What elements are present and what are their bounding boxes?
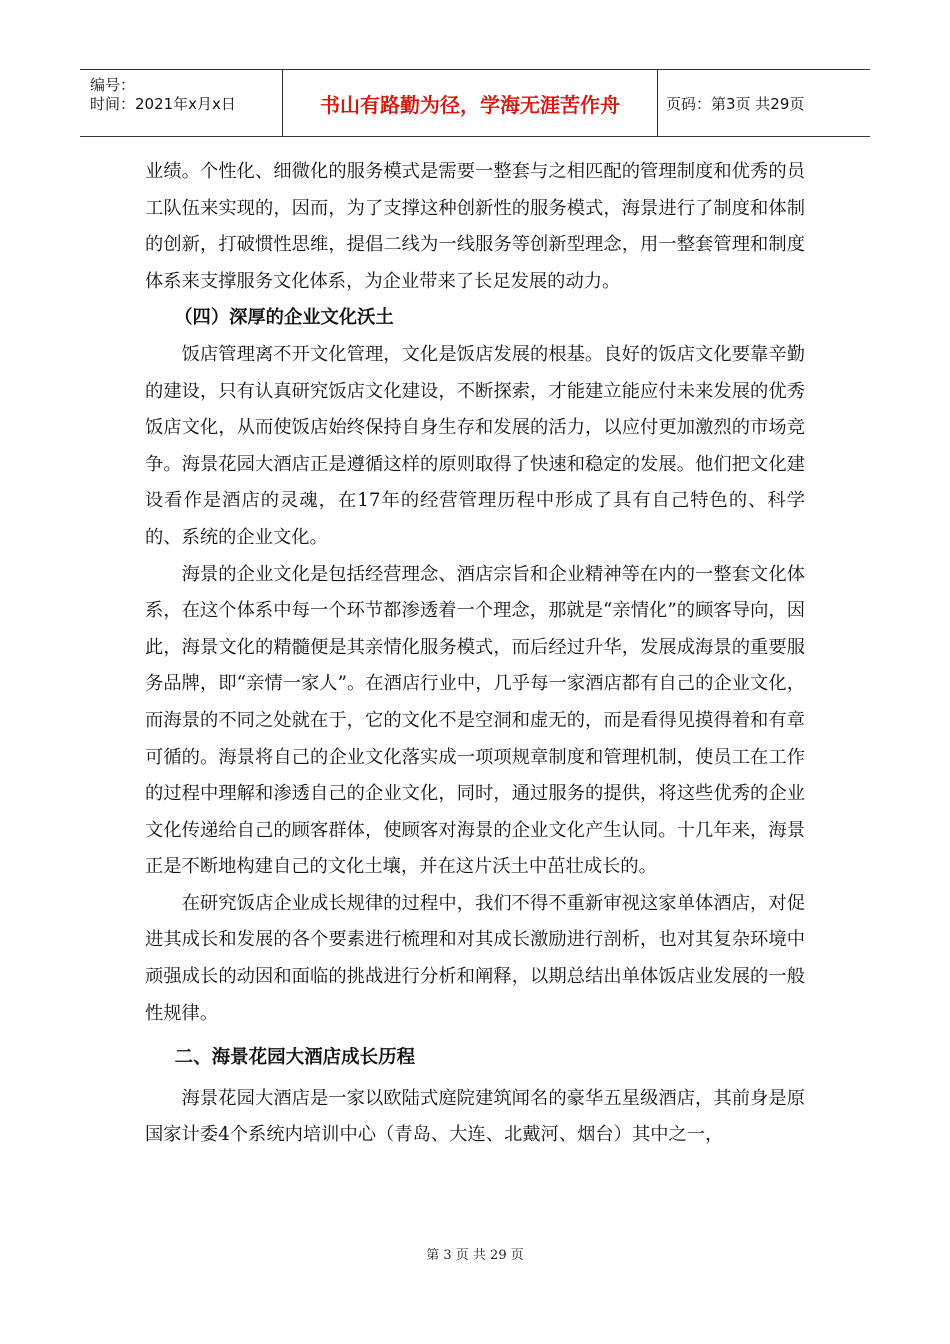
page-footer: 第 3 页 共 29 页 [426,1248,524,1263]
paragraph: 在研究饭店企业成长规律的过程中，我们不得不重新审视这家单体酒店，对促进其成长和发展的各个要素进行梳理和对其成长激励进行剖析，也对其复杂环境中顽强成长的动因和面临的挑战进行分析和阐释，以期总结出单体饭店业发展的一般性规律。 [145,892,805,1024]
header-meta-cell [80,70,283,136]
number-label: 编号： [90,76,136,94]
section-heading: 二、海景花园大酒店成长历程 [174,1047,416,1069]
paragraph: 饭店管理离不开文化管理，文化是饭店发展的根基。良好的饭店文化要靠辛勤的建设，只有认真研究饭店文化建设，不断探索，才能建立能应付未来发展的优秀饭店文化，从而使饭店始终保持自身生存和发展的活力，以应付更加激烈的市场竞争。海景花园大酒店正是遵循这样的原则取得了快速和稳定的发展。他们把文化建设看作是酒店的灵魂，在17年的经营管理历程中形成了具有自己特色的、科学的、系统的企业文化。 [145,343,805,548]
time-label: 时间：2021年x月x日 [90,95,236,113]
header-page-code: 页码：第3页 共29页 [666,94,805,113]
paragraph: 海景花园大酒店是一家以欧陆式庭院建筑闻名的豪华五星级酒店，其前身是原国家计委4个系统内培训中心（青岛、大连、北戴河、烟台）其中之一， [145,1087,805,1146]
document-body [145,154,805,1154]
paragraph: 海景的企业文化是包括经营理念、酒店宗旨和企业精神等在内的一整套文化体系，在这个体系中每一个环节都渗透着一个理念，那就是“亲情化”的顾客导向，因此，海景文化的精髓便是其亲情化服务模式，而后经过升华，发展成海景的重要服务品牌，即“亲情一家人”。在酒店行业中，几乎每一家酒店都有自己的企业文化，而海景的不同之处就在于，它的文化不是空洞和虚无的，而是看得见摸得着和有章可循的。海景将自己的企业文化落实成一项项规章制度和管理机制，使员工在工作的过程中理解和渗透自己的企业文化，同时，通过服务的提供，将这些优秀的企业文化传递给自己的顾客群体，使顾客对海景的企业文化产生认同。十几年来，海景正是不断地构建自己的文化土壤，并在这片沃土中茁壮成长的。 [145,563,805,878]
document-header [80,69,870,137]
header-slogan: 书山有路勤为径，学海无涯苦作舟 [283,70,658,136]
paragraph: 业绩。个性化、细微化的服务模式是需要一整套与之相匹配的管理制度和优秀的员工队伍来实现的，因而，为了支撑这种创新性的服务模式，海景进行了制度和体制的创新，打破惯性思维，提倡二线为一线服务等创新型理念，用一整套管理和制度体系来支撑服务文化体系，为企业带来了长足发展的动力。 [145,161,805,292]
sub-heading: （四）深厚的企业文化沃土 [174,307,394,329]
